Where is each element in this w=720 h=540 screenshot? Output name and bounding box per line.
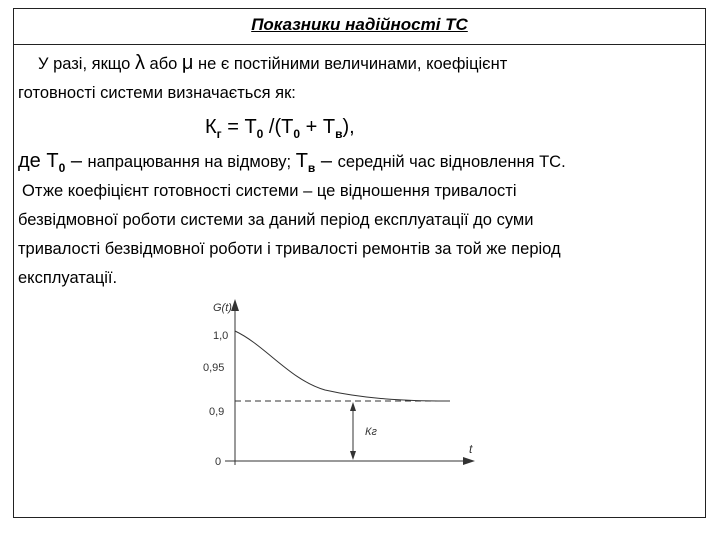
kg-label: Кг [365, 426, 377, 438]
para1-line2: готовності системи визначається як: [18, 84, 296, 102]
formula-tv-sub: в [335, 127, 343, 141]
para1-text-a: У разі, якщо [38, 55, 135, 73]
def-dash2: – [315, 150, 338, 172]
formula-mid: /(Т [263, 116, 294, 138]
y-tick-label: 0 [215, 456, 222, 468]
lambda-symbol: λ [134, 52, 145, 74]
y-axis-arrow [231, 299, 239, 311]
formula-eq: = Т [221, 116, 257, 138]
chart-svg [195, 295, 495, 480]
availability-chart [195, 295, 495, 485]
def-tv: Т [295, 150, 308, 172]
def-text2: середній час відновлення ТС. [337, 153, 566, 171]
formula-plus: + Т [300, 116, 336, 138]
para2-line4: експлуатації. [18, 269, 118, 287]
def-dash1: – [65, 150, 88, 172]
formula-t0-sub: 0 [256, 127, 264, 141]
y-tick-label: 0,95 [203, 362, 225, 374]
para1-line1 [38, 52, 507, 75]
formula-k-sub: г [216, 127, 222, 141]
para1-text-b: або [144, 55, 182, 73]
def-de: де Т [18, 150, 59, 172]
para2-line1: Отже коефіцієнт готовності системи – це відношення тривалості [22, 182, 517, 200]
definition-line [18, 150, 566, 175]
def-text1: напрацювання на відмову; [87, 153, 296, 171]
x-axis-label: t [469, 442, 473, 456]
slide-title: Показники надійності ТС [251, 15, 468, 34]
y-axis-label: G(t) [213, 302, 232, 314]
title-divider [14, 44, 705, 45]
formula-end: ), [342, 116, 355, 138]
y-tick-label: 1,0 [213, 330, 229, 342]
formula-t0b-sub: 0 [293, 127, 301, 141]
para1-text-c: не є постійними величинами, коефіцієнт [193, 55, 508, 73]
kg-arrow-head-up [350, 402, 356, 411]
para2-line3: тривалості безвідмовної роботи і тривалості ремонтів за той же період [18, 240, 561, 258]
formula [205, 116, 355, 141]
mu-symbol: μ [181, 52, 194, 74]
def-tv-sub: в [307, 161, 316, 175]
availability-curve [235, 331, 447, 401]
formula-k: К [205, 116, 217, 138]
kg-arrow-head-down [350, 451, 356, 460]
x-axis-arrow [463, 457, 475, 465]
para2-line2: безвідмовної роботи системи за даний період експлуатації до суми [18, 211, 534, 229]
def-t0-sub: 0 [58, 161, 66, 175]
y-tick-label: 0,9 [209, 406, 225, 418]
